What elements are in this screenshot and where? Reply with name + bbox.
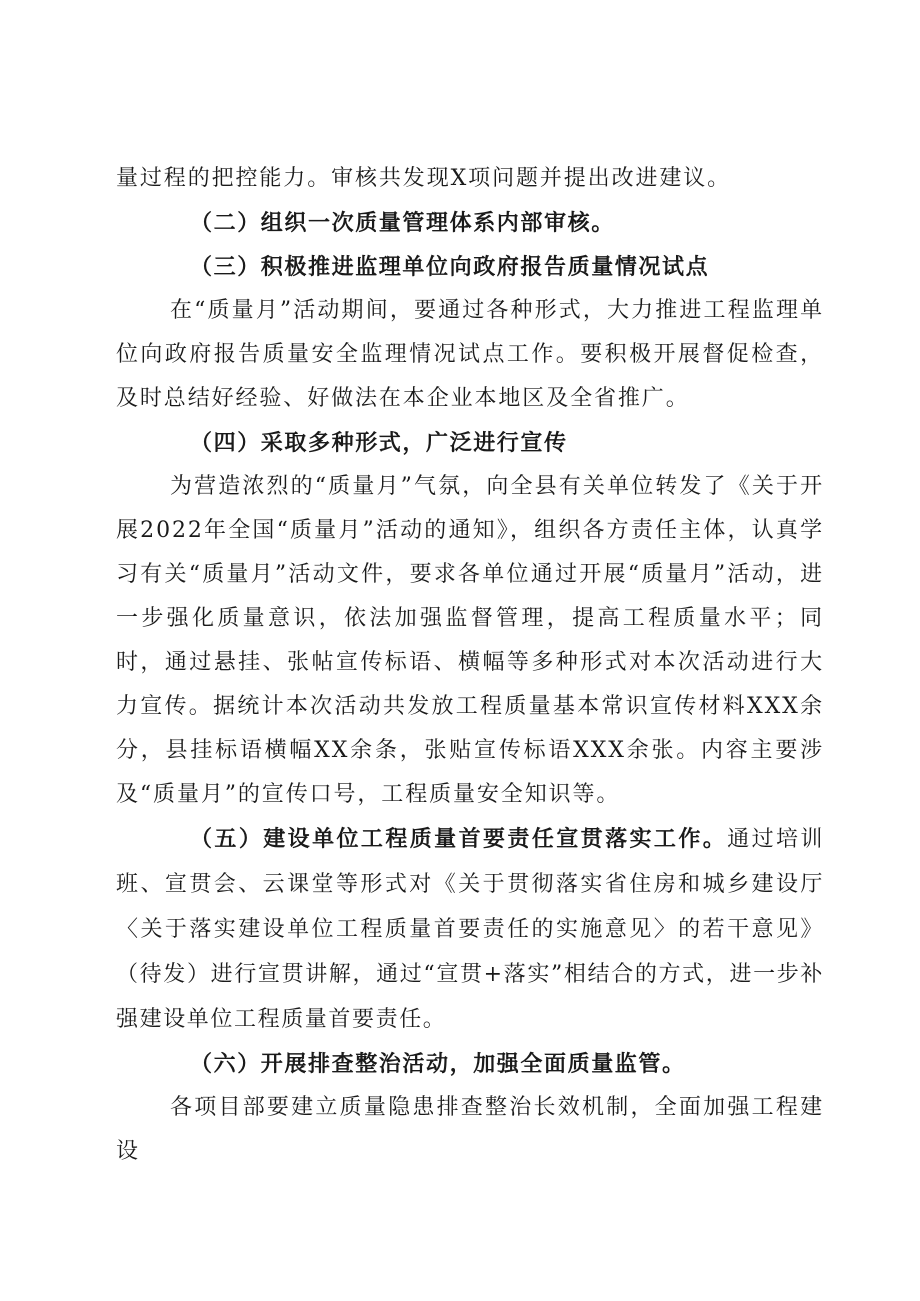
section-heading-5-body: 通过培训班、宣贯会、云课堂等形式对《关于贯彻落实省住房和城乡建设厅〈关于落实建设单位工程质量首要责任的实施意见〉的若干意见》（待发）进行宣贯讲解，通过“宣贯+落实”相结合的方式，进一步补强建设单位工程质量首要责任。	[116, 827, 825, 1032]
paragraph-publicity: 为营造浓烈的“质量月”气氛，向全县有关单位转发了《关于开展2022年全国“质量月”活动的通知》，组织各方责任主体，认真学习有关“质量月”活动文件，要求各单位通过开展“质量月”活动，进一步强化质量意识，依法加强监督管理，提高工程质量水平；同时，通过悬挂、张帖宣传标语、横幅等多种形式对本次活动进行大力宣传。据统计本次活动共发放工程质量基本常识宣传材料XXX余分，县挂标语横幅XX余条，张贴宣传标语XXX余张。内容主要涉及“质量月”的宣传口号，工程质量安全知识等。	[116, 474, 824, 807]
paragraph-inspection: 各项目部要建立质量隐患排查整治长效机制，全面加强工程建设	[116, 1095, 824, 1164]
section-heading-6: （六）开展排查整治活动，加强全面质量监管。	[190, 1051, 686, 1077]
document-body	[116, 157, 824, 1174]
section-heading-4: （四）采取多种形式，广泛进行宣传	[190, 430, 568, 456]
section-heading-3: （三）积极推进监理单位向政府报告质量情况试点	[190, 254, 710, 280]
section-heading-2: （二）组织一次质量管理体系内部审核。	[190, 210, 615, 236]
section-heading-5-title: （五）建设单位工程质量首要责任宣贯落实工作。	[190, 826, 728, 852]
paragraph-supervision-pilot: 在“质量月”活动期间，要通过各种形式，大力推进工程监理单位向政府报告质量安全监理情况试点工作。要积极开展督促检查，及时总结好经验、好做法在本企业本地区及全省推广。	[116, 298, 824, 411]
section-heading-5	[116, 817, 824, 1042]
paragraph-continuation: 量过程的把控能力。审核共发现X项问题并提出改进建议。	[116, 166, 732, 191]
